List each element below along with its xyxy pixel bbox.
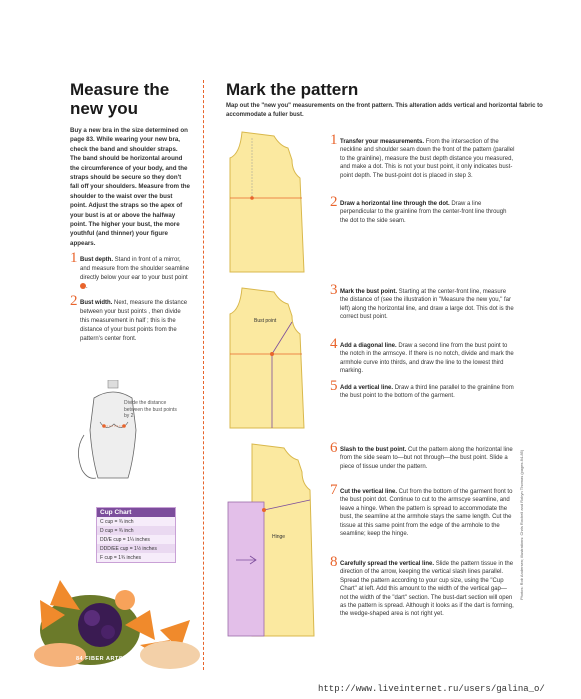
cup-chart-row: DD/E cup = 1¼ inches (97, 535, 175, 544)
step-number: 3 (330, 282, 338, 298)
main-step-5 (330, 378, 515, 401)
step-title: Bust width. (80, 300, 113, 307)
cup-chart-rows (97, 517, 175, 562)
step-number: 8 (330, 554, 338, 570)
cup-chart-row: D cup = ¾ inch (97, 526, 175, 535)
step-number: 1 (330, 132, 338, 148)
main-step-7 (330, 482, 515, 538)
page-intro: Map out the "new you" measurements on the front pattern. This alteration adds vertical and horizontal fabric to accommodate a fuller bust. (226, 103, 543, 118)
step-text: Draw a third line parallel to the grainline from the bust point to the bottom of the garment. (340, 385, 514, 400)
column-divider (203, 80, 204, 670)
cup-chart-title: Cup Chart (97, 508, 175, 517)
step-title: Slash to the bust point. (340, 447, 407, 453)
step-title: Draw a horizontal line through the dot. (340, 201, 450, 207)
pattern-diagram-1 (222, 128, 328, 276)
step-title: Bust depth. (80, 257, 113, 264)
photo-credit (519, 360, 529, 600)
sidebar-intro: Buy a new bra in the size determined on page 83. While wearing your new bra, check the band and shoulder straps. The band should be horizontal around the circumference of your body, and the straps should be secure so they don't fall off your shoulders. Measure from the shoulder to the waist over the bust point. Adjust the straps so the apex of your bust is at or above the halfway point. The higher your bust, the more youthful (and thinner) your figure appears. (70, 127, 190, 247)
label-bust-point: Bust point (254, 318, 277, 324)
main-step-1 (330, 132, 515, 180)
step-number: 7 (330, 482, 338, 498)
step-title: Carefully spread the vertical line. (340, 561, 435, 567)
pattern-diagram-2 (222, 284, 328, 432)
step-text: Slide the pattern tissue in the direction of the arrow, keeping the vertical slash lines parallel. Spread the pattern according to your cup size, using the "Cup Chart" at left. Add this amount to the width of the vertical gap—not the width of the "dart" section. The bust-dart section will open as the pattern is spread. Although it looks as if the dart is forming, the wedge-shaped area is not right yet. (340, 561, 514, 618)
step-text: Cut the pattern along the horizontal line from the side seam to—but not through—the bust point. Slide a piece of tissue under the pattern. (340, 447, 513, 470)
main-step-8 (330, 554, 515, 619)
main-step-3 (330, 282, 515, 322)
flowers-photo (30, 560, 210, 670)
step-title: Transfer your measurements. (340, 139, 425, 145)
cup-chart-row: C cup = ¾ inch (97, 517, 175, 526)
cup-chart-row: DDD/EE cup = 1½ inches (97, 544, 175, 553)
sidebar-title-line2: new you (70, 99, 139, 118)
page-title: Mark the pattern (226, 80, 359, 99)
step-number: 2 (330, 194, 338, 210)
sidebar-step-2 (70, 293, 190, 343)
step-text: From the intersection of the neckline and shoulder seam down the front of the pattern (parallel to the grainline), measure the bust depth distance you measured, and make a dot. This is not your bust point, it only indicates bust-point depth. The bust-point dot is placed in step 3. (340, 139, 515, 179)
sidebar-title-line1: Measure the (70, 80, 170, 99)
mannequin-illustration (74, 380, 174, 495)
step-number: 1 (70, 250, 78, 267)
photo-credit-text: Photos: Rob Andersen; illustrations: Chris Rochell and Robyn Thomas (pages 84-85) (519, 449, 524, 600)
step-number: 2 (70, 293, 78, 310)
pattern-diagram-3 (222, 440, 328, 640)
cup-chart (96, 507, 176, 563)
step-number: 5 (330, 378, 338, 394)
cup-chart-row: F cup = 1¾ inches (97, 553, 175, 562)
step-text: Draw a line perpendicular to the grainline from the center-front line through the dot to the side seam. (340, 201, 507, 224)
main-step-4 (330, 336, 515, 376)
step-text: Cut from the bottom of the garment front to the bust point dot. Continue to cut to the armscye seamline, and leave a hinge. When the pattern is spread to accommodate the bust, the seamline at the armhole stays the same length. Cut the tissue at this same point from the edge of the armhole to the seamline; keep the hinge. (340, 489, 513, 538)
step-text: Stand in front of a mirror, and measure from the shoulder seamline directly below your ear to your bust point (80, 257, 190, 281)
mannequin-note: Divide the distance between the bust points by 2. (124, 400, 177, 419)
callout-dot-a (80, 283, 86, 289)
step-text: Draw a second line from the bust point to the notch in the armscye. If there is no notch, divide and mark the armhole curve into thirds, and draw the line to the lowest third marking. (340, 343, 514, 375)
step-title: Add a diagonal line. (340, 343, 397, 349)
step-text: Starting at the center-front line, measure the distance of (see the illustration in "Measure the new you," far left) along the horizontal line, and draw a large dot. This dot is the correct bust point. (340, 289, 514, 321)
main-step-6 (330, 440, 515, 471)
main-step-2 (330, 194, 515, 225)
step-number: 4 (330, 336, 338, 352)
step-title: Add a vertical line. (340, 385, 394, 391)
step-title: Mark the bust point. (340, 289, 397, 295)
step-text: Next, measure the distance between your bust points , then divide this measurement in half ; this is the distance of your bust points from the pattern's center front. (80, 300, 188, 342)
left-column (70, 80, 190, 343)
step-title: Cut the vertical line. (340, 489, 398, 495)
sidebar-title (70, 80, 190, 118)
step-number: 6 (330, 440, 338, 456)
watermark-url: http://www.liveinternet.ru/users/galina_o/ (318, 684, 545, 694)
sidebar-step-1: 1 Bust depth. Stand in front of a mirror, and measure from the shoulder seamline directly below your ear to your bust point . (70, 250, 190, 290)
label-hinge: Hinge (272, 534, 286, 540)
page-footer: 84 FIBER ARTS (76, 656, 123, 662)
